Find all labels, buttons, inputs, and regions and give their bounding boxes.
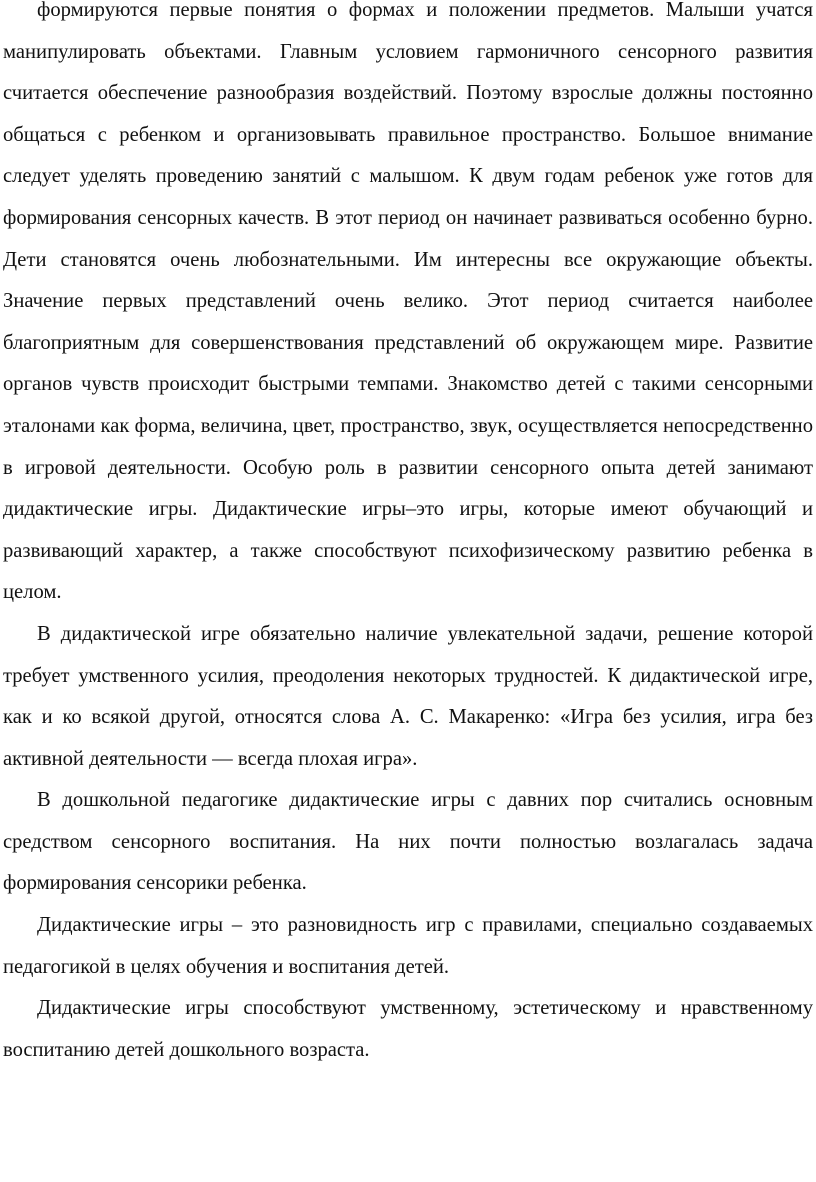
- paragraph-4: Дидактические игры – это разновидность игр с правилами, специально создаваемых педагогикой в целях обучения и воспитания детей.: [3, 914, 813, 978]
- paragraph-5: Дидактические игры способствуют умственному, эстетическому и нравственному воспитанию детей дошкольного возраста.: [3, 997, 813, 1061]
- document-page: [3, 0, 813, 1071]
- paragraph-1: формируются первые понятия о формах и положении предметов. Малыши учатся манипулировать объектами. Главным условием гармоничного сенсорного развития считается обеспечение разнообразия воздействий. Поэтому взрослые должны постоянно общаться с ребенком и организовывать правильное пространство. Большое внимание следует уделять проведению занятий с малышом. К двум годам ребенок уже готов для формирования сенсорных качеств. В этот период он начинает развиваться особенно бурно. Дети становятся очень любознательными. Им интересны все окружающие объекты. Значение первых представлений очень велико. Этот период считается наиболее благоприятным для совершенствования представлений об окружающем мире. Развитие органов чувств происходит быстрыми темпами. Знакомство детей с такими сенсорными эталонами как форма, величина, цвет, пространство, звук, осуществляется непосредственно в игровой деятельности. Особую роль в развитии сенсорного опыта детей занимают дидактические игры. Дидактические игры–это игры, которые имеют обучающий и развивающий характер, а также способствуют психофизическому развитию ребенка в целом.: [3, 0, 813, 604]
- paragraph-3: В дошкольной педагогике дидактические игры с давних пор считались основным средством сенсорного воспитания. На них почти полностью возлагалась задача формирования сенсорики ребенка.: [3, 789, 813, 895]
- paragraph-2: В дидактической игре обязательно наличие увлекательной задачи, решение которой требует умственного усилия, преодоления некоторых трудностей. К дидактической игре, как и ко всякой другой, относятся слова А. С. Макаренко: «Игра без усилия, игра без активной деятельности — всегда плохая игра».: [3, 622, 813, 770]
